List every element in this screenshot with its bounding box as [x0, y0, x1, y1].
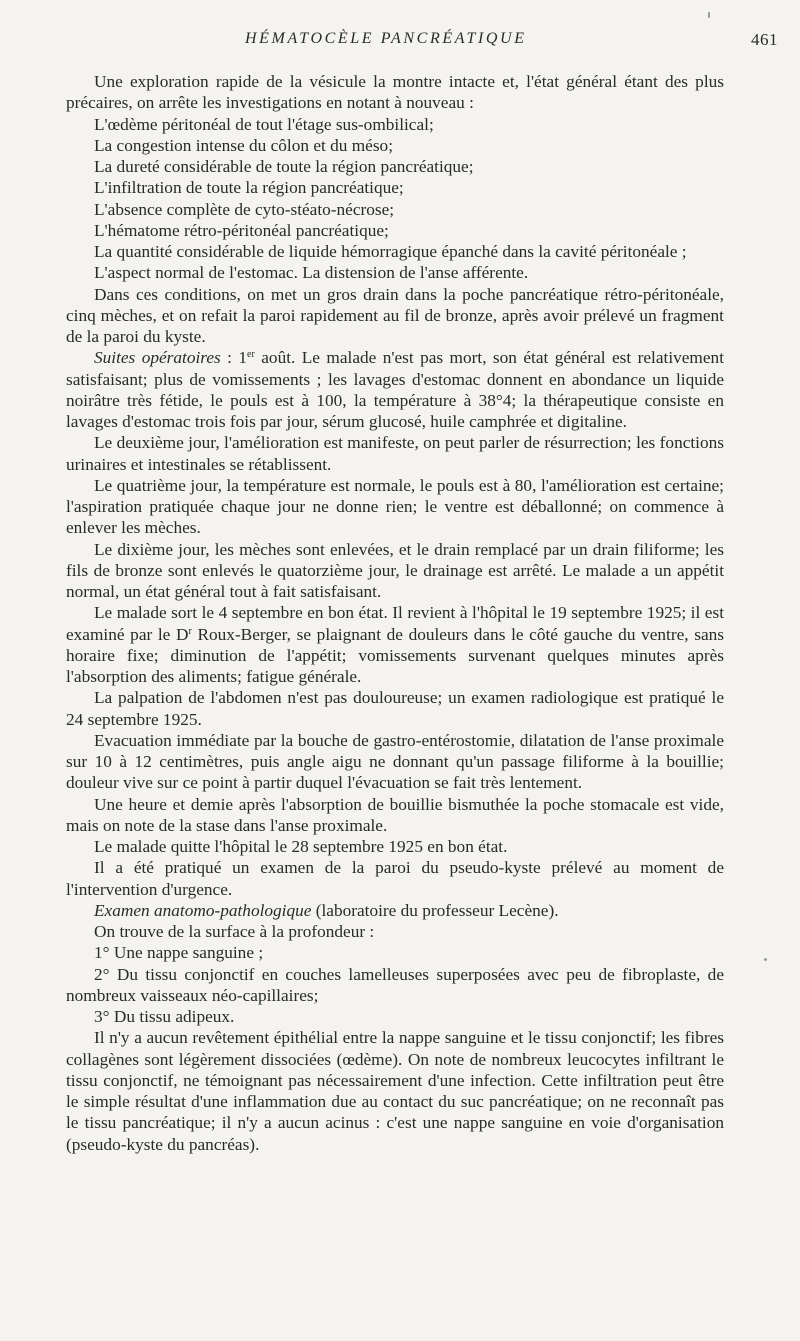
sortie-after: Roux-Berger, se plaignant de douleurs dans le côté gauche du ventre, sans horaire fixe; diminution de l'appétit; vomissements survenant quelques minutes après l'absorption des aliments; fatigue générale. [66, 624, 725, 686]
examen-text: (laboratoire du professeur Lecène). [311, 900, 559, 920]
paragraph: Dans ces conditions, on met un gros drain dans la poche pancréatique rétro-péritonéale, cinq mèches, et on refait la paroi rapidement au fil de bronze, après avoir prélevé un fragment de la paroi du kyste. [66, 284, 724, 346]
paragraph: Une exploration rapide de la vésicule la montre intacte et, l'état général étant des plus précaires, on arrête les investigations en notant à nouveau : [66, 72, 724, 113]
list-item: 2° Du tissu conjonctif en couches lamelleuses superposées avec peu de fibroplaste, de nombreux vaisseaux néo-capillaires; [66, 964, 724, 1005]
suites-text: août. Le malade n'est pas mort, son état général est relativement satisfaisant; plus de vomissements ; les lavages d'estomac donnent en abondance un liquide noirâtre très fétide, le pouls est à 100, la température à 38°4; la thérapeutique consiste en lavages d'estomac trois fois par jour, sérum glucosé, huile camphrée et digitaline. [66, 348, 724, 431]
paragraph: La palpation de l'abdomen n'est pas douloureuse; un examen radiologique est pratiqué le 24 septembre 1925. [66, 688, 724, 729]
paragraph: Il a été pratiqué un examen de la paroi du pseudo-kyste prélevé au moment de l'intervention d'urgence. [66, 858, 724, 899]
paragraph-suites: Suites opératoires : 1er août. Le malade n'est pas mort, son état général est relativement satisfaisant; plus de vomissements ; les lavages d'estomac donnent en abondance un liquide noirâtre très fétide, le pouls est à 100, la température à 38°4; la thérapeutique consiste en lavages d'estomac trois fois par jour, sérum glucosé, huile camphrée et digitaline. [66, 348, 724, 431]
paragraph: L'absence complète de cyto-stéato-nécrose; [94, 199, 395, 219]
paragraph: Le quatrième jour, la température est normale, le pouls est à 80, l'amélioration est certaine; l'aspiration pratiquée chaque jour ne donne rien; le ventre est déballonné; on commence à enlever les mèches. [66, 475, 724, 538]
paragraph: L'œdème péritonéal de tout l'étage sus-ombilical; [94, 114, 434, 134]
paragraph: La quantité considérable de liquide hémorragique épanché dans la cavité péritonéale ; [94, 242, 687, 261]
running-title: HÉMATOCÈLE PANCRÉATIQUE [245, 30, 527, 47]
examen-label: Examen anatomo-pathologique [94, 900, 312, 920]
list-item: 1° Une nappe sanguine ; [94, 943, 264, 963]
paragraph: Le malade quitte l'hôpital le 28 septembre 1925 en bon état. [94, 837, 508, 856]
list-item: 3° Du tissu adipeux. [94, 1007, 235, 1026]
paragraph-examen [66, 900, 724, 921]
paragraph: Le deuxième jour, l'amélioration est manifeste, on peut parler de résurrection; les fonctions urinaires et intestinales se rétablissent. [66, 433, 724, 474]
page-number: 461 [751, 30, 778, 49]
paragraph: Le dixième jour, les mèches sont enlevées, et le drain remplacé par un drain filiforme; les fils de bronze sont enlevés le quatorzième jour, le drainage est arrêté. Le malade a un appétit normal, un état général tout à fait satisfaisant. [66, 539, 724, 601]
paragraph: Evacuation immédiate par la bouche de gastro-entérostomie, dilatation de l'anse proximale sur 10 à 12 centimètres, puis angle aigu ne donnant qu'un passage filiforme à la bouillie; douleur vive sur ce point à partir duquel l'évacuation se fait très lentement. [66, 730, 724, 793]
suites-label: Suites opératoires [94, 348, 221, 368]
body-text [66, 71, 724, 1155]
paragraph: On trouve de la surface à la profondeur : [94, 922, 375, 941]
paragraph-sortie [66, 602, 724, 687]
paragraph: Il n'y a aucun revêtement épithélial entre la nappe sanguine et le tissu conjonctif; les fibres collagènes sont légèrement dissociées (œdème). On note de nombreux leucocytes infiltrant le tissu conjonctif, ne témoignant pas nécessairement d'une infection. Cette infiltration peut être le simple résultat d'une inflammation due au contact du suc pancréatique; on ne reconnaît pas le tissu pancréatique; il n'y a aucun acinus : c'est une nappe sanguine en voie d'organisation (pseudo-kyste du pancréas). [66, 1028, 724, 1154]
sortie-before: Le malade sort le 4 septembre en bon état. Il revient à l'hôpital le 19 septembre 1925; il est examiné par le D [66, 603, 724, 644]
paragraph: L'aspect normal de l'estomac. La distension de l'anse afférente. [94, 263, 529, 283]
sortie-sup: r [188, 625, 192, 637]
paper-speck [708, 12, 710, 18]
suites-date-sup: er [247, 349, 255, 361]
paragraph: L'hématome rétro-péritonéal pancréatique; [94, 220, 389, 240]
suites-date-day: 1 [238, 348, 248, 368]
paragraph: L'infiltration de toute la région pancréatique; [94, 178, 404, 198]
running-head [0, 30, 800, 52]
paper-speck [764, 958, 767, 961]
paragraph: La dureté considérable de toute la région pancréatique; [94, 157, 474, 176]
paragraph: La congestion intense du côlon et du méso; [94, 135, 393, 155]
paragraph: Une heure et demie après l'absorption de bouillie bismuthée la poche stomacale est vide, mais on note de la stase dans l'anse proximale. [66, 794, 724, 835]
